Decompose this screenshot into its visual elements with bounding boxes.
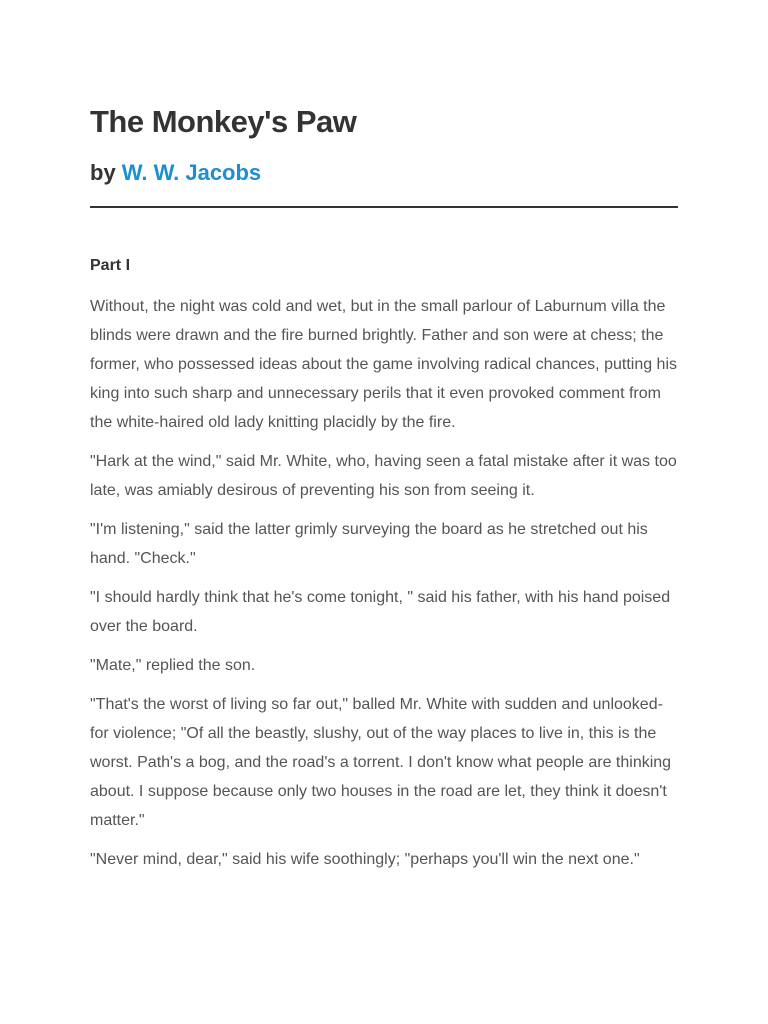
paragraph: Without, the night was cold and wet, but in the small parlour of Laburnum villa the blinds were drawn and the fire burned brightly. Father and son were at chess; the former, who possessed ideas about the game involving radical chances, putting his king into such sharp and unnecessary perils that it even provoked comment from the white-haired old lady knitting placidly by the fire. [90, 298, 678, 431]
title-divider [90, 206, 678, 208]
author-link[interactable]: W. W. Jacobs [121, 160, 262, 185]
section-heading: Part I [90, 257, 131, 274]
byline-prefix: by [90, 160, 122, 185]
paragraph: "I'm listening," said the latter grimly surveying the board as he stretched out his hand. "Check." [90, 521, 648, 567]
paragraph: "Hark at the wind," said Mr. White, who, having seen a fatal mistake after it was too late, was amiably desirous of preventing his son from seeing it. [90, 453, 677, 499]
paragraph: "That's the worst of living so far out," balled Mr. White with sudden and unlooked-for violence; "Of all the beastly, slushy, out of the way places to live in, this is the worst. Path's a bog, and the road's a torrent. I don't know what people are thinking about. I suppose because only two houses in the road are let, they think it doesn't matter." [90, 696, 672, 829]
paragraph: "Never mind, dear," said his wife soothingly; "perhaps you'll win the next one." [90, 851, 640, 868]
story-title: The Monkey's Paw [90, 104, 357, 139]
paragraph: "Mate," replied the son. [90, 657, 256, 674]
paragraph: "I should hardly think that he's come tonight, " said his father, with his hand poised over the board. [90, 589, 671, 635]
byline [90, 158, 678, 188]
